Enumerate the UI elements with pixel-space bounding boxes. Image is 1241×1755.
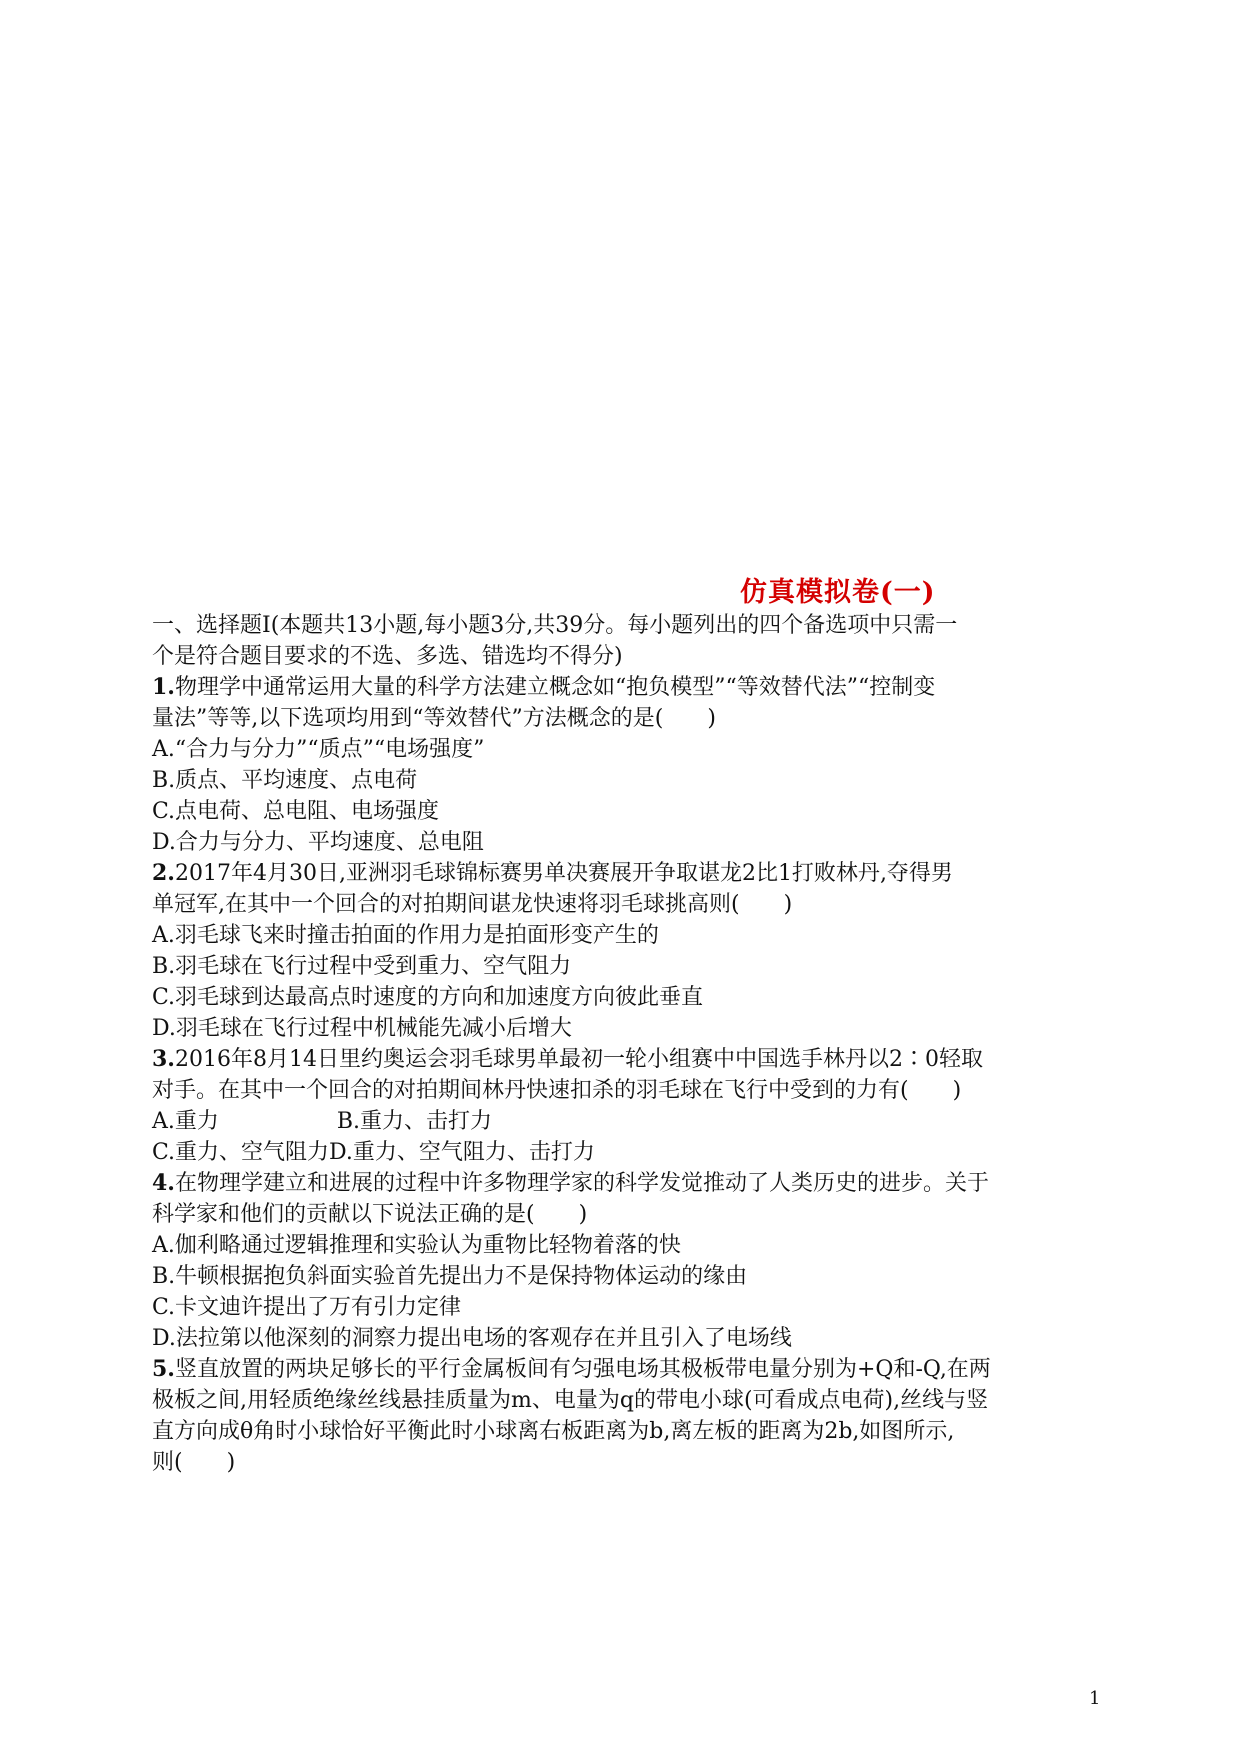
question-4-option-a: A.伽利略通过逻辑推理和实验认为重物比轻物着落的快: [152, 1233, 681, 1258]
question-4-option-c: C.卡文迪许提出了万有引力定律: [152, 1295, 462, 1320]
question-5-stem-line-2: 极板之间,用轻质绝缘丝线悬挂质量为m、电量为q的带电小球(可看成点电荷),丝线与竖: [152, 1388, 989, 1413]
question-5-stem-text-1: 竖直放置的两块足够长的平行金属板间有匀强电场其极板带电量分别为+Q和-Q,在两: [174, 1357, 991, 1382]
question-3-stem-line-2: 对手。在其中一个回合的对拍期间林丹快速扣杀的羽毛球在飞行中受到的力有( ): [152, 1078, 962, 1103]
question-1-stem-line-1: [152, 672, 1102, 703]
question-2-option-b: B.羽毛球在飞行过程中受到重力、空气阻力: [152, 954, 572, 979]
question-content: [152, 610, 1102, 1478]
section-heading-line-1: 一、选择题Ⅰ(本题共13小题,每小题3分,共39分。每小题列出的四个备选项中只需一: [152, 613, 958, 638]
question-3-options-row-2: C.重力、空气阻力D.重力、空气阻力、击打力: [152, 1140, 595, 1165]
question-5-number: 5.: [152, 1356, 175, 1382]
question-4-number: 4.: [152, 1170, 175, 1196]
question-3-option-a: A.重力: [152, 1109, 219, 1134]
question-1-option-d: D.合力与分力、平均速度、总电阻: [152, 830, 484, 855]
question-5-stem-line-3: 直方向成θ角时小球恰好平衡此时小球离右板距离为b,离左板的距离为2b,如图所示,: [152, 1419, 955, 1444]
question-1-option-b: B.质点、平均速度、点电荷: [152, 768, 418, 793]
question-4-stem-line-1: [152, 1168, 1102, 1199]
question-4-stem-line-2: 科学家和他们的贡献以下说法正确的是( ): [152, 1202, 588, 1227]
question-3-option-b: B.重力、击打力: [336, 1109, 493, 1134]
question-1-option-c: C.点电荷、总电阻、电场强度: [152, 799, 440, 824]
question-1-number: 1.: [152, 674, 175, 700]
question-1-stem-text-1: 物理学中通常运用大量的科学方法建立概念如“抱负模型”“等效替代法”“控制变: [174, 675, 936, 700]
section-heading-line-2: 个是符合题目要求的不选、多选、错选均不得分): [152, 644, 623, 669]
question-3-stem-line-1: [152, 1044, 1102, 1075]
question-2-stem-text-1: 2017年4月30日,亚洲羽毛球锦标赛男单决赛展开争取谌龙2比1打败林丹,夺得男: [174, 861, 953, 886]
question-3-options-row-1: [152, 1106, 1102, 1137]
question-4-option-b: B.牛顿根据抱负斜面实验首先提出力不是保持物体运动的缘由: [152, 1264, 748, 1289]
question-5-stem-line-1: [152, 1354, 1102, 1385]
question-2-option-a: A.羽毛球飞来时撞击拍面的作用力是拍面形变产生的: [152, 923, 659, 948]
question-3-number: 3.: [152, 1046, 175, 1072]
question-2-number: 2.: [152, 860, 175, 886]
question-2-option-c: C.羽毛球到达最高点时速度的方向和加速度方向彼此垂直: [152, 985, 704, 1010]
paper-title: 仿真模拟卷(一): [740, 577, 936, 608]
question-5-stem-line-4: 则( ): [152, 1450, 236, 1475]
page-number: 1: [1089, 1688, 1101, 1709]
question-3-stem-text-1: 2016年8月14日里约奥运会羽毛球男单最初一轮小组赛中中国选手林丹以2∶0轻取: [174, 1047, 983, 1072]
question-1-stem-line-2: 量法”等等,以下选项均用到“等效替代”方法概念的是( ): [152, 706, 716, 731]
question-4-stem-text-1: 在物理学建立和进展的过程中许多物理学家的科学发觉推动了人类历史的进步。关于: [174, 1171, 989, 1196]
question-2-option-d: D.羽毛球在飞行过程中机械能先减小后增大: [152, 1016, 572, 1041]
question-4-option-d: D.法拉第以他深刻的洞察力提出电场的客观存在并且引入了电场线: [152, 1326, 792, 1351]
question-1-option-a: A.“合力与分力”“质点”“电场强度”: [152, 737, 485, 762]
question-2-stem-line-2: 单冠军,在其中一个回合的对拍期间谌龙快速将羽毛球挑高则( ): [152, 892, 793, 917]
question-2-stem-line-1: [152, 858, 1102, 889]
